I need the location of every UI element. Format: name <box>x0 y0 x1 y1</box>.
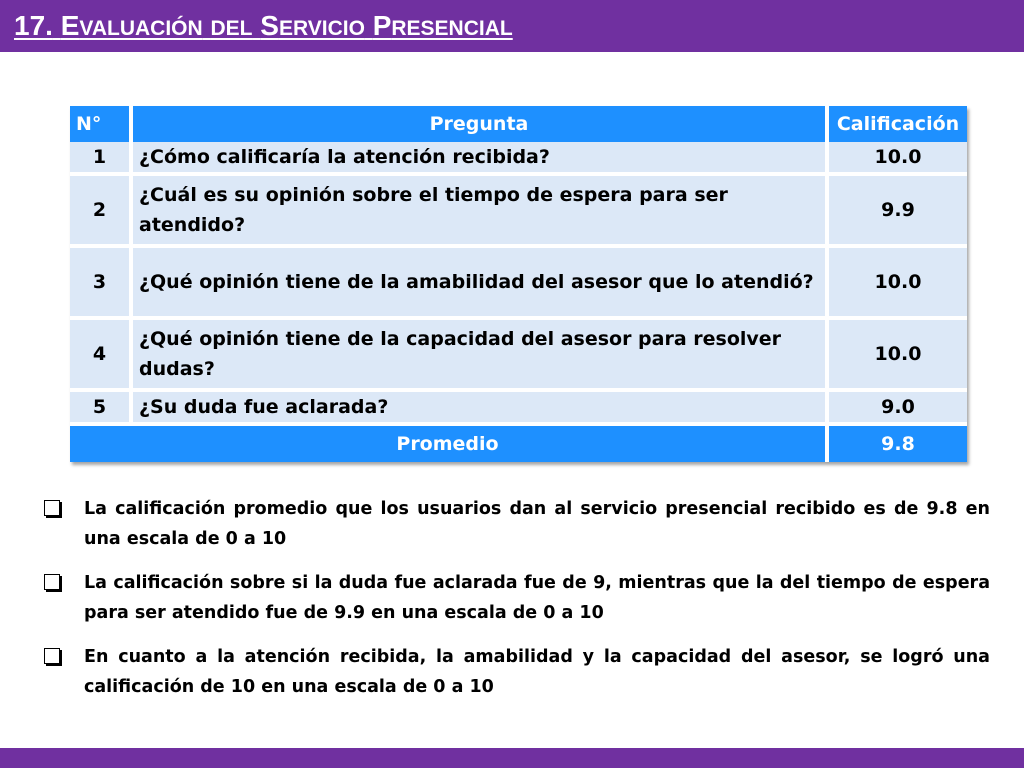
table-row <box>70 248 967 320</box>
title-word-1-cap: E <box>60 10 80 41</box>
title-word-4-cap: P <box>372 10 392 41</box>
bullet-text: La calificación promedio que los usuarios dan al servicio presencial recibido es de 9.8 en una escala de 0 a 10 <box>84 499 990 549</box>
title-word-1-rest: VALUACIÓN <box>79 17 203 40</box>
title-word-3-cap: S <box>260 10 279 41</box>
table-row <box>70 392 967 426</box>
footer-bar <box>0 748 1024 768</box>
bullet-item <box>40 494 990 554</box>
row-number: 4 <box>70 320 133 392</box>
row-score: 9.9 <box>829 176 967 248</box>
row-number: 1 <box>70 142 133 176</box>
bullet-item <box>40 568 990 628</box>
bullet-text: La calificación sobre si la duda fue aclarada fue de 9, mientras que la del tiempo de espera para ser atendido fue de 9.9 en una escala de 0 a 10 <box>84 573 990 623</box>
table-header-row <box>70 106 967 142</box>
bullet-text: En cuanto a la atención recibida, la amabilidad y la capacidad del asesor, se logró una calificación de 10 en una escala de 0 a 10 <box>84 647 990 697</box>
title-word-2: DEL <box>210 17 253 40</box>
checkbox-bullet-icon <box>44 500 60 516</box>
header-score: Calificación <box>829 106 967 142</box>
header-question: Pregunta <box>133 106 829 142</box>
row-question: ¿Su duda fue aclarada? <box>133 392 829 426</box>
row-score: 10.0 <box>829 320 967 392</box>
row-question: ¿Cómo calificaría la atención recibida? <box>133 142 829 176</box>
header-number: N° <box>70 106 133 142</box>
row-number: 5 <box>70 392 133 426</box>
row-score: 10.0 <box>829 142 967 176</box>
average-row <box>70 426 967 462</box>
title-number: 17. <box>14 10 53 41</box>
title-word-3-rest: ERVICIO <box>278 17 365 40</box>
row-score: 10.0 <box>829 248 967 320</box>
row-number: 3 <box>70 248 133 320</box>
bullet-list <box>40 494 990 716</box>
header-bar <box>0 0 1024 52</box>
row-number: 2 <box>70 176 133 248</box>
row-score: 9.0 <box>829 392 967 426</box>
table-row <box>70 320 967 392</box>
checkbox-bullet-icon <box>44 574 60 590</box>
checkbox-bullet-icon <box>44 648 60 664</box>
row-question: ¿Qué opinión tiene de la amabilidad del asesor que lo atendió? <box>133 248 829 320</box>
row-question: ¿Cuál es su opinión sobre el tiempo de espera para ser atendido? <box>133 176 829 248</box>
row-question: ¿Qué opinión tiene de la capacidad del asesor para resolver dudas? <box>133 320 829 392</box>
average-score: 9.8 <box>829 426 967 462</box>
evaluation-table-container <box>70 106 967 462</box>
table-row <box>70 142 967 176</box>
average-label: Promedio <box>70 426 829 462</box>
slide-title <box>14 8 513 44</box>
title-word-4-rest: RESENCIAL <box>391 17 513 40</box>
evaluation-table <box>70 106 967 462</box>
table-row <box>70 176 967 248</box>
bullet-item <box>40 642 990 702</box>
